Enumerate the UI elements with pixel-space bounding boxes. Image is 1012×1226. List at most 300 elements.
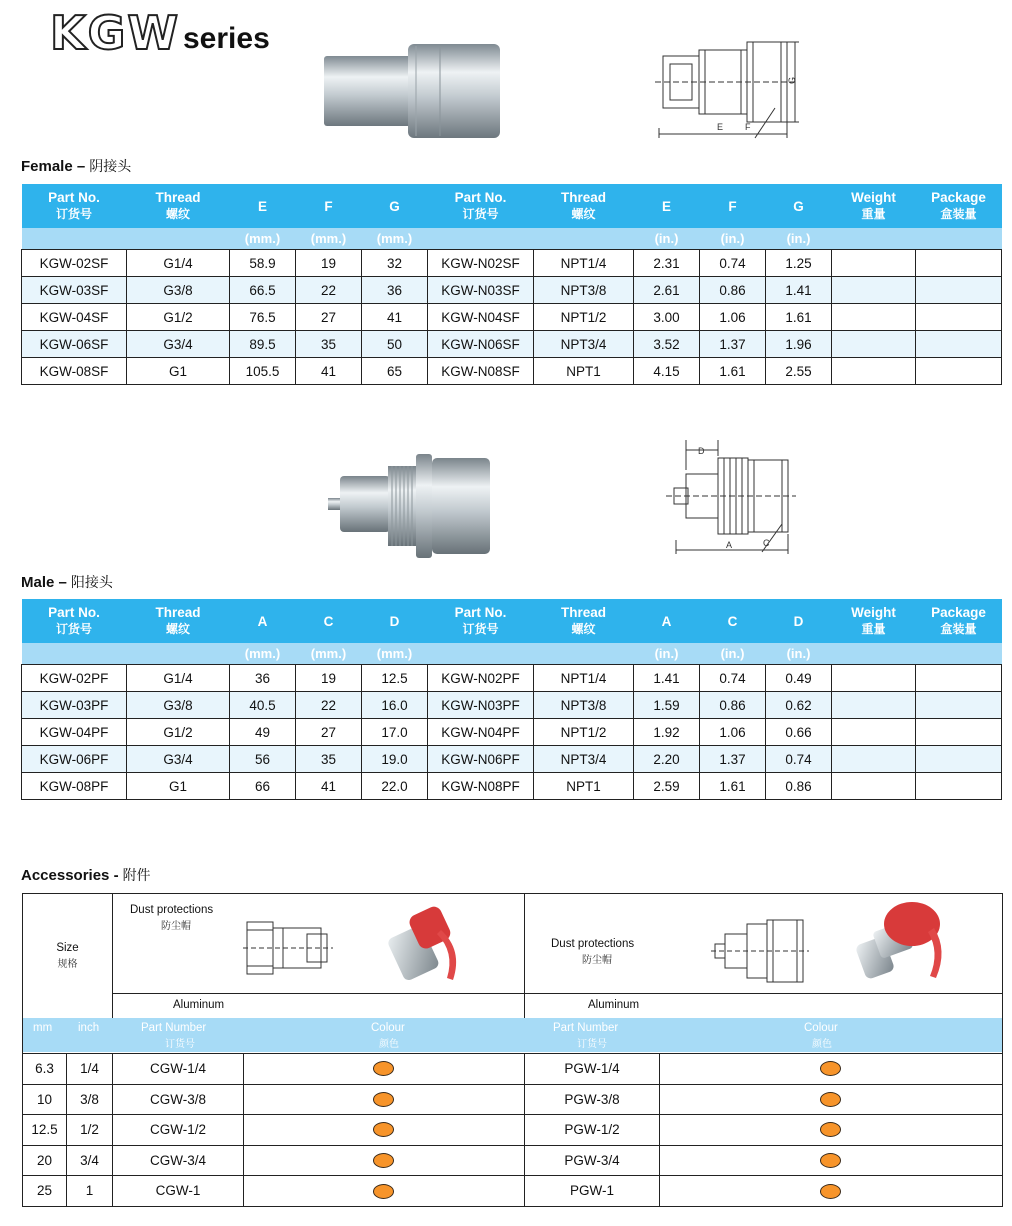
male-dimension-diagram	[666, 440, 806, 558]
table-cell: 1.59	[634, 692, 700, 719]
female-diagram-label-e: E	[717, 122, 724, 132]
female-header-cell	[916, 184, 1002, 228]
header-label: Thread	[155, 605, 201, 620]
table-cell: KGW-N02PF	[428, 665, 534, 692]
female-header-cell	[634, 184, 700, 228]
header-label-cn: 重量	[861, 622, 886, 636]
table-row	[22, 304, 1002, 331]
right-group-image-area	[525, 894, 1002, 994]
male-header-cell	[634, 599, 700, 643]
colour-swatch	[373, 1122, 394, 1137]
table-cell: NPT3/8	[534, 277, 634, 304]
table-cell: G1/4	[127, 250, 230, 277]
left-part-cell: CGW-3/8	[113, 1085, 244, 1116]
table-cell: 2.59	[634, 773, 700, 800]
acc-header-part-number-right: Part Number	[553, 1022, 619, 1034]
table-cell: 1.25	[766, 250, 832, 277]
colour-cell	[660, 1085, 1002, 1116]
right-part-cell: PGW-3/4	[525, 1146, 660, 1177]
inch-cell: 1/2	[67, 1115, 113, 1146]
colour-cell	[660, 1115, 1002, 1146]
header-label-cn: 螺纹	[165, 622, 190, 636]
colour-swatch	[820, 1092, 841, 1107]
table-cell: KGW-04SF	[22, 304, 127, 331]
table-cell: KGW-06SF	[22, 331, 127, 358]
header-label-cn: 盒装量	[940, 622, 977, 636]
acc-header-colour-cn: 颜色	[379, 1039, 399, 1050]
table-cell: 1.06	[700, 304, 766, 331]
header-label: F	[324, 198, 333, 214]
table-cell: 36	[230, 665, 296, 692]
table-cell: NPT3/4	[534, 331, 634, 358]
table-cell: G3/4	[127, 331, 230, 358]
table-cell: KGW-03SF	[22, 277, 127, 304]
unit-cell: (in.)	[766, 643, 832, 665]
table-cell: NPT1	[534, 358, 634, 385]
table-cell	[916, 692, 1002, 719]
table-cell: 41	[296, 773, 362, 800]
table-cell: KGW-08PF	[22, 773, 127, 800]
table-cell: G1	[127, 358, 230, 385]
table-cell	[916, 746, 1002, 773]
mm-cell: 6.3	[23, 1054, 67, 1085]
colour-cell	[244, 1054, 525, 1085]
table-cell: 12.5	[362, 665, 428, 692]
table-cell: NPT1/2	[534, 304, 634, 331]
table-cell: KGW-02PF	[22, 665, 127, 692]
table-cell: KGW-N02SF	[428, 250, 534, 277]
table-cell: NPT1/2	[534, 719, 634, 746]
table-cell: 0.66	[766, 719, 832, 746]
acc-header-part-number-cn: 订货号	[165, 1039, 195, 1050]
right-material: Aluminum	[588, 999, 640, 1011]
size-label-cn: 规格	[57, 959, 78, 970]
table-cell: NPT1/4	[534, 250, 634, 277]
table-cell	[832, 250, 916, 277]
table-cell: G3/4	[127, 746, 230, 773]
colour-swatch	[820, 1153, 841, 1168]
accessories-header-band	[23, 1018, 1002, 1052]
table-cell: 1.92	[634, 719, 700, 746]
table-cell: 36	[362, 277, 428, 304]
table-cell	[832, 719, 916, 746]
list-item	[23, 1114, 1002, 1146]
male-spec-table	[21, 599, 1002, 800]
unit-cell	[916, 228, 1002, 250]
table-cell	[916, 665, 1002, 692]
acc-header-mm: mm	[33, 1022, 53, 1034]
list-item	[23, 1175, 1002, 1207]
male-header-cell	[428, 599, 534, 643]
unit-cell: (mm.)	[296, 643, 362, 665]
acc-header-part-number: Part Number	[141, 1022, 207, 1034]
table-cell: KGW-N03PF	[428, 692, 534, 719]
male-header-cell	[22, 599, 127, 643]
female-dimension-diagram	[655, 38, 805, 143]
female-header-cell	[22, 184, 127, 228]
header-label: Package	[931, 190, 986, 205]
table-row	[22, 331, 1002, 358]
table-cell: 1.61	[700, 773, 766, 800]
right-part-cell: PGW-1	[525, 1176, 660, 1207]
table-cell: 4.15	[634, 358, 700, 385]
table-cell: 27	[296, 304, 362, 331]
table-cell: 3.52	[634, 331, 700, 358]
colour-swatch	[820, 1122, 841, 1137]
female-header-cell	[700, 184, 766, 228]
brand-title: KGW	[50, 6, 181, 60]
table-cell: 41	[296, 358, 362, 385]
unit-cell	[22, 643, 127, 665]
table-cell: 1.96	[766, 331, 832, 358]
table-cell: 40.5	[230, 692, 296, 719]
unit-cell: (mm.)	[230, 643, 296, 665]
table-cell	[832, 277, 916, 304]
header-label-cn: 盒装量	[940, 207, 977, 221]
header-label: Thread	[560, 190, 606, 205]
unit-cell	[534, 643, 634, 665]
table-cell: G1/2	[127, 719, 230, 746]
table-cell: NPT3/8	[534, 692, 634, 719]
header-label: Part No.	[48, 605, 100, 620]
table-cell: 22.0	[362, 773, 428, 800]
accessories-table	[22, 893, 1003, 1207]
table-cell	[832, 773, 916, 800]
header-label-cn: 螺纹	[571, 207, 596, 221]
inch-cell: 1	[67, 1176, 113, 1207]
colour-swatch	[373, 1184, 394, 1199]
left-dust-cap-drawing	[243, 916, 335, 980]
table-cell: 0.49	[766, 665, 832, 692]
male-header-cell	[766, 599, 832, 643]
male-diagram-label-d: D	[698, 446, 705, 456]
unit-cell	[127, 228, 230, 250]
header-label-cn: 螺纹	[571, 622, 596, 636]
table-cell: 3.00	[634, 304, 700, 331]
table-cell: 17.0	[362, 719, 428, 746]
header-label: Weight	[851, 605, 896, 620]
table-cell: 1.41	[766, 277, 832, 304]
accessories-section-title: Accessories - 附件	[21, 867, 151, 884]
table-row	[22, 277, 1002, 304]
header-label: Part No.	[48, 190, 100, 205]
acc-header-colour-right-cn: 颜色	[812, 1039, 832, 1050]
table-cell: 1.41	[634, 665, 700, 692]
table-cell: 66.5	[230, 277, 296, 304]
colour-swatch	[820, 1061, 841, 1076]
table-cell	[916, 250, 1002, 277]
table-row	[22, 250, 1002, 277]
male-header-cell	[230, 599, 296, 643]
unit-cell: (in.)	[634, 643, 700, 665]
unit-cell	[127, 643, 230, 665]
unit-cell	[428, 643, 534, 665]
header-label-cn: 订货号	[55, 622, 92, 636]
header-label: Package	[931, 605, 986, 620]
table-cell: 66	[230, 773, 296, 800]
size-header-cell	[23, 894, 113, 1018]
colour-swatch	[373, 1061, 394, 1076]
unit-cell: (mm.)	[296, 228, 362, 250]
male-header-row	[22, 599, 1002, 643]
table-cell: 2.31	[634, 250, 700, 277]
female-header-row	[22, 184, 1002, 228]
inch-cell: 1/4	[67, 1054, 113, 1085]
left-material: Aluminum	[173, 999, 225, 1011]
unit-cell: (in.)	[700, 643, 766, 665]
table-cell: 35	[296, 331, 362, 358]
header-label: D	[389, 613, 400, 629]
table-cell: 76.5	[230, 304, 296, 331]
table-cell: G1/4	[127, 665, 230, 692]
table-cell: G3/8	[127, 277, 230, 304]
unit-cell	[22, 228, 127, 250]
mm-cell: 25	[23, 1176, 67, 1207]
left-material-cell	[113, 994, 525, 1018]
colour-cell	[244, 1146, 525, 1177]
table-cell: 2.61	[634, 277, 700, 304]
table-cell: KGW-N08SF	[428, 358, 534, 385]
table-cell: 0.62	[766, 692, 832, 719]
table-cell: 56	[230, 746, 296, 773]
table-cell: 19	[296, 665, 362, 692]
unit-cell: (mm.)	[362, 643, 428, 665]
right-group-title-cn: 防尘帽	[582, 955, 612, 966]
header-label-cn: 订货号	[55, 207, 92, 221]
unit-cell	[534, 228, 634, 250]
header-label-cn: 订货号	[462, 622, 499, 636]
female-header-cell	[766, 184, 832, 228]
male-header-cell	[127, 599, 230, 643]
colour-swatch	[820, 1184, 841, 1199]
unit-cell: (in.)	[634, 228, 700, 250]
table-cell: 1.37	[700, 746, 766, 773]
table-row	[22, 773, 1002, 800]
colour-cell	[660, 1176, 1002, 1207]
unit-cell	[916, 643, 1002, 665]
male-header-cell	[916, 599, 1002, 643]
table-cell: KGW-N04PF	[428, 719, 534, 746]
colour-cell	[244, 1115, 525, 1146]
table-cell: KGW-06PF	[22, 746, 127, 773]
header-label: D	[793, 613, 804, 629]
table-cell	[832, 692, 916, 719]
unit-cell: (mm.)	[230, 228, 296, 250]
brand-suffix: series	[183, 22, 270, 55]
size-label: Size	[56, 942, 79, 954]
header-label: Thread	[155, 190, 201, 205]
male-header-cell	[832, 599, 916, 643]
table-cell: 2.55	[766, 358, 832, 385]
header-label: G	[389, 198, 400, 214]
table-row	[22, 746, 1002, 773]
table-cell: KGW-N06SF	[428, 331, 534, 358]
left-group-title: Dust protections	[130, 904, 214, 916]
table-cell: 89.5	[230, 331, 296, 358]
male-header-cell	[534, 599, 634, 643]
table-cell: 0.86	[700, 277, 766, 304]
right-material-cell	[525, 994, 1002, 1018]
list-item	[23, 1145, 1002, 1177]
table-cell: G1/2	[127, 304, 230, 331]
table-cell: KGW-03PF	[22, 692, 127, 719]
unit-cell	[832, 228, 916, 250]
left-part-cell: CGW-3/4	[113, 1146, 244, 1177]
table-cell	[832, 331, 916, 358]
right-part-cell: PGW-1/2	[525, 1115, 660, 1146]
male-header-cell	[362, 599, 428, 643]
table-cell: 1.61	[700, 358, 766, 385]
header-label: A	[661, 613, 672, 629]
table-cell: 58.9	[230, 250, 296, 277]
table-cell: 19	[296, 250, 362, 277]
right-part-cell: PGW-3/8	[525, 1085, 660, 1116]
table-cell: 1.37	[700, 331, 766, 358]
table-cell: KGW-04PF	[22, 719, 127, 746]
table-cell: NPT3/4	[534, 746, 634, 773]
table-cell: 49	[230, 719, 296, 746]
female-section-title: Female – 阴接头	[21, 158, 132, 175]
header-label: E	[257, 198, 267, 214]
table-cell: NPT1	[534, 773, 634, 800]
table-cell: 0.74	[700, 250, 766, 277]
male-header-cell	[700, 599, 766, 643]
header-label: A	[257, 613, 268, 629]
table-cell	[916, 304, 1002, 331]
table-cell: NPT1/4	[534, 665, 634, 692]
colour-cell	[660, 1146, 1002, 1177]
header-label: G	[793, 198, 804, 214]
header-label: Part No.	[454, 605, 507, 620]
male-section-title: Male – 阳接头	[21, 574, 113, 591]
table-cell: 22	[296, 692, 362, 719]
female-header-cell	[362, 184, 428, 228]
header-label: F	[728, 198, 737, 214]
acc-header-colour-right: Colour	[804, 1022, 838, 1034]
unit-cell	[832, 643, 916, 665]
right-group-title: Dust protections	[551, 938, 635, 950]
table-cell: KGW-N04SF	[428, 304, 534, 331]
acc-header-part-number-right-cn: 订货号	[577, 1039, 607, 1050]
colour-cell	[660, 1054, 1002, 1085]
female-coupler-photo	[320, 38, 510, 143]
header-label: C	[727, 613, 738, 629]
table-cell	[916, 719, 1002, 746]
header-label: Weight	[851, 190, 896, 205]
right-dust-cap-photo	[850, 898, 960, 988]
table-row	[22, 665, 1002, 692]
left-part-cell: CGW-1/4	[113, 1054, 244, 1085]
table-cell	[832, 304, 916, 331]
table-cell: 2.20	[634, 746, 700, 773]
unit-cell: (in.)	[700, 228, 766, 250]
left-part-cell: CGW-1	[113, 1176, 244, 1207]
female-header-cell	[832, 184, 916, 228]
right-part-cell: PGW-1/4	[525, 1054, 660, 1085]
female-header-cell	[428, 184, 534, 228]
table-cell: 65	[362, 358, 428, 385]
table-cell	[832, 358, 916, 385]
table-cell: 0.86	[766, 773, 832, 800]
acc-header-colour: Colour	[371, 1022, 405, 1034]
female-unit-row	[22, 228, 1002, 250]
table-cell: KGW-N08PF	[428, 773, 534, 800]
list-item	[23, 1053, 1002, 1085]
mm-cell: 20	[23, 1146, 67, 1177]
header-label-cn: 螺纹	[165, 207, 190, 221]
header-label: Part No.	[454, 190, 507, 205]
table-row	[22, 692, 1002, 719]
table-cell: 19.0	[362, 746, 428, 773]
female-header-cell	[230, 184, 296, 228]
colour-cell	[244, 1176, 525, 1207]
table-cell: KGW-08SF	[22, 358, 127, 385]
female-diagram-label-g: G	[787, 76, 797, 84]
table-cell: 0.74	[700, 665, 766, 692]
female-header-cell	[296, 184, 362, 228]
table-cell: 1.61	[766, 304, 832, 331]
table-cell: KGW-N06PF	[428, 746, 534, 773]
table-cell: 0.86	[700, 692, 766, 719]
left-part-cell: CGW-1/2	[113, 1115, 244, 1146]
colour-cell	[244, 1085, 525, 1116]
female-diagram-label-f: F	[745, 122, 751, 132]
header-label: C	[323, 613, 334, 629]
header-label-cn: 重量	[861, 207, 886, 221]
table-row	[22, 358, 1002, 385]
left-group-image-area	[113, 894, 525, 994]
right-dust-cap-drawing	[711, 916, 811, 988]
mm-cell: 12.5	[23, 1115, 67, 1146]
inch-cell: 3/4	[67, 1146, 113, 1177]
header-label: E	[661, 198, 671, 214]
table-cell: 105.5	[230, 358, 296, 385]
table-cell: 35	[296, 746, 362, 773]
left-group-title-cn: 防尘帽	[161, 921, 191, 932]
table-cell	[916, 331, 1002, 358]
table-cell: KGW-N03SF	[428, 277, 534, 304]
table-cell: 27	[296, 719, 362, 746]
left-dust-cap-photo	[383, 900, 483, 988]
mm-cell: 10	[23, 1085, 67, 1116]
header-label: Thread	[560, 605, 606, 620]
male-unit-row	[22, 643, 1002, 665]
table-cell	[916, 358, 1002, 385]
table-cell: KGW-02SF	[22, 250, 127, 277]
table-row	[22, 719, 1002, 746]
table-cell	[916, 277, 1002, 304]
table-cell	[916, 773, 1002, 800]
female-header-cell	[127, 184, 230, 228]
male-diagram-label-a: A	[726, 540, 733, 550]
female-header-cell	[534, 184, 634, 228]
table-cell: G1	[127, 773, 230, 800]
female-spec-table	[21, 184, 1002, 385]
table-cell: 32	[362, 250, 428, 277]
colour-swatch	[373, 1092, 394, 1107]
table-cell: 1.06	[700, 719, 766, 746]
table-cell: 16.0	[362, 692, 428, 719]
table-cell: G3/8	[127, 692, 230, 719]
unit-cell: (in.)	[766, 228, 832, 250]
table-cell: 50	[362, 331, 428, 358]
table-cell: 41	[362, 304, 428, 331]
list-item	[23, 1084, 1002, 1116]
header-label-cn: 订货号	[462, 207, 499, 221]
acc-header-inch: inch	[78, 1022, 100, 1034]
unit-cell: (mm.)	[362, 228, 428, 250]
table-cell	[832, 665, 916, 692]
